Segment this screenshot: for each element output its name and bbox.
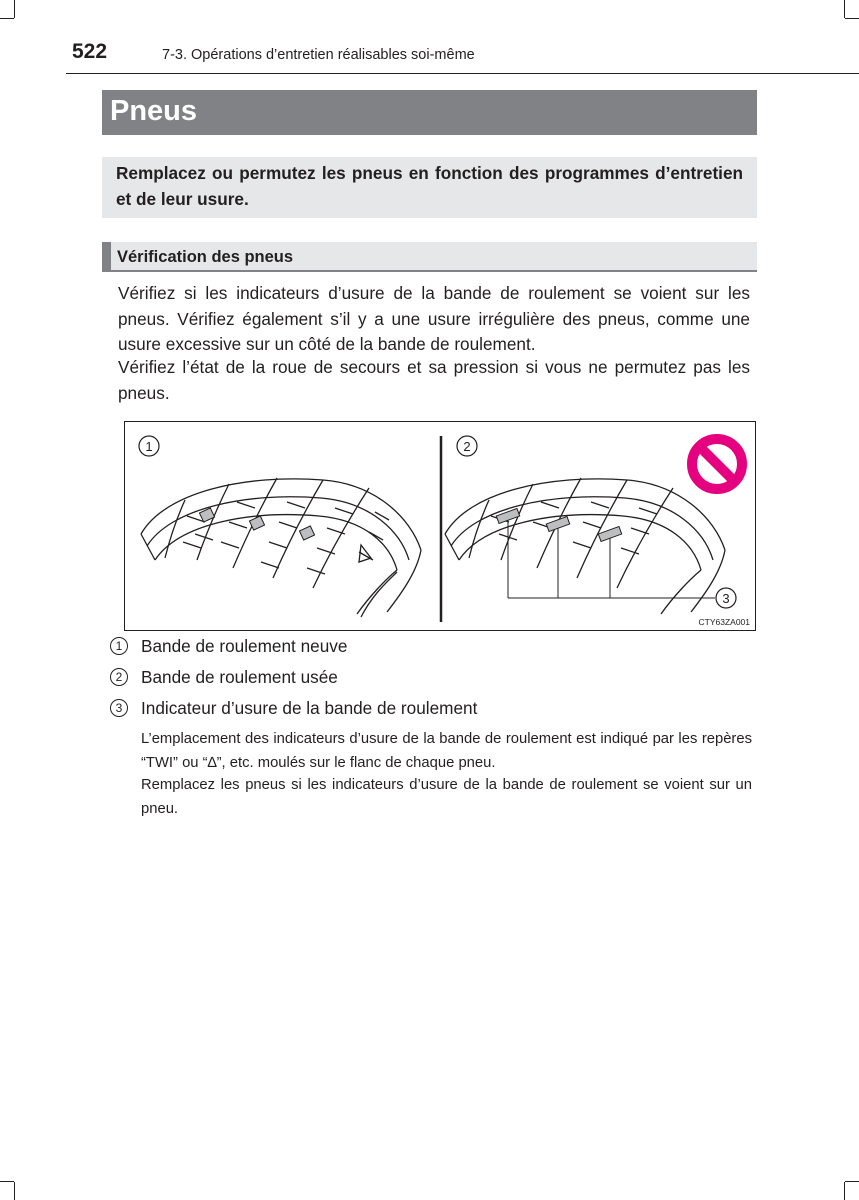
prohibited-sign-icon bbox=[692, 439, 742, 489]
new-tread-tire bbox=[141, 478, 421, 617]
section-heading-bar bbox=[102, 242, 757, 272]
page-title: Pneus bbox=[110, 95, 198, 127]
callout-2-text: 2 bbox=[463, 439, 471, 454]
legend-label: Bande de roulement usée bbox=[141, 667, 338, 687]
legend-number: 3 bbox=[110, 699, 128, 717]
legend-number: 1 bbox=[110, 637, 128, 655]
section-marker bbox=[102, 242, 111, 270]
intro-box bbox=[102, 157, 757, 218]
worn-tread-tire bbox=[445, 478, 725, 614]
callout-1 bbox=[139, 436, 159, 456]
crop-mark bbox=[845, 1181, 859, 1182]
crop-mark bbox=[14, 1182, 15, 1200]
page-number: 522 bbox=[72, 40, 108, 63]
figure-code: CTY63ZA001 bbox=[698, 617, 750, 627]
legend-number: 2 bbox=[110, 668, 128, 686]
crop-mark bbox=[0, 18, 14, 19]
crop-mark bbox=[844, 1182, 845, 1200]
legend-label: Indicateur d’usure de la bande de roulement bbox=[141, 698, 478, 718]
intro-text: Remplacez ou permutez les pneus en fonction des programmes d’entretien et de leur usure. bbox=[116, 163, 743, 209]
crop-mark bbox=[844, 0, 845, 18]
new-tread-indicators bbox=[199, 508, 314, 540]
crop-mark bbox=[14, 0, 15, 18]
note-paragraph: L’emplacement des indicateurs d’usure de la bande de roulement est indiqué par les repères “TWI” ou “∆”, etc. moulés sur le flanc de chaque pneu. bbox=[141, 731, 752, 771]
legend-label: Bande de roulement neuve bbox=[141, 636, 348, 656]
note-paragraph: Remplacez les pneus si les indicateurs d’usure de la bande de roulement se voient sur un pneu. bbox=[141, 777, 752, 817]
crop-mark bbox=[845, 18, 859, 19]
callout-3-text: 3 bbox=[722, 591, 730, 606]
tire-illustration bbox=[125, 422, 757, 632]
header-rule bbox=[66, 73, 859, 74]
callout-1-text: 1 bbox=[145, 439, 153, 454]
body-paragraph: Vérifiez si les indicateurs d’usure de la bande de roulement se voient sur les pneus. Vérifiez également s’il y a une usure irrégulière des pneus, comme une usure excessive sur un côté de la bande de roulement. bbox=[118, 283, 750, 354]
chapter-title: 7-3. Opérations d’entretien réalisables soi-même bbox=[162, 47, 475, 63]
crop-mark bbox=[0, 1181, 14, 1182]
callout-2 bbox=[457, 436, 477, 456]
tire-figure bbox=[124, 421, 756, 631]
section-heading: Vérification des pneus bbox=[117, 248, 294, 266]
callout-3 bbox=[716, 588, 736, 608]
title-bar bbox=[102, 90, 757, 135]
body-paragraph: Vérifiez l’état de la roue de secours et sa pression si vous ne permutez pas les pneus. bbox=[118, 357, 750, 403]
